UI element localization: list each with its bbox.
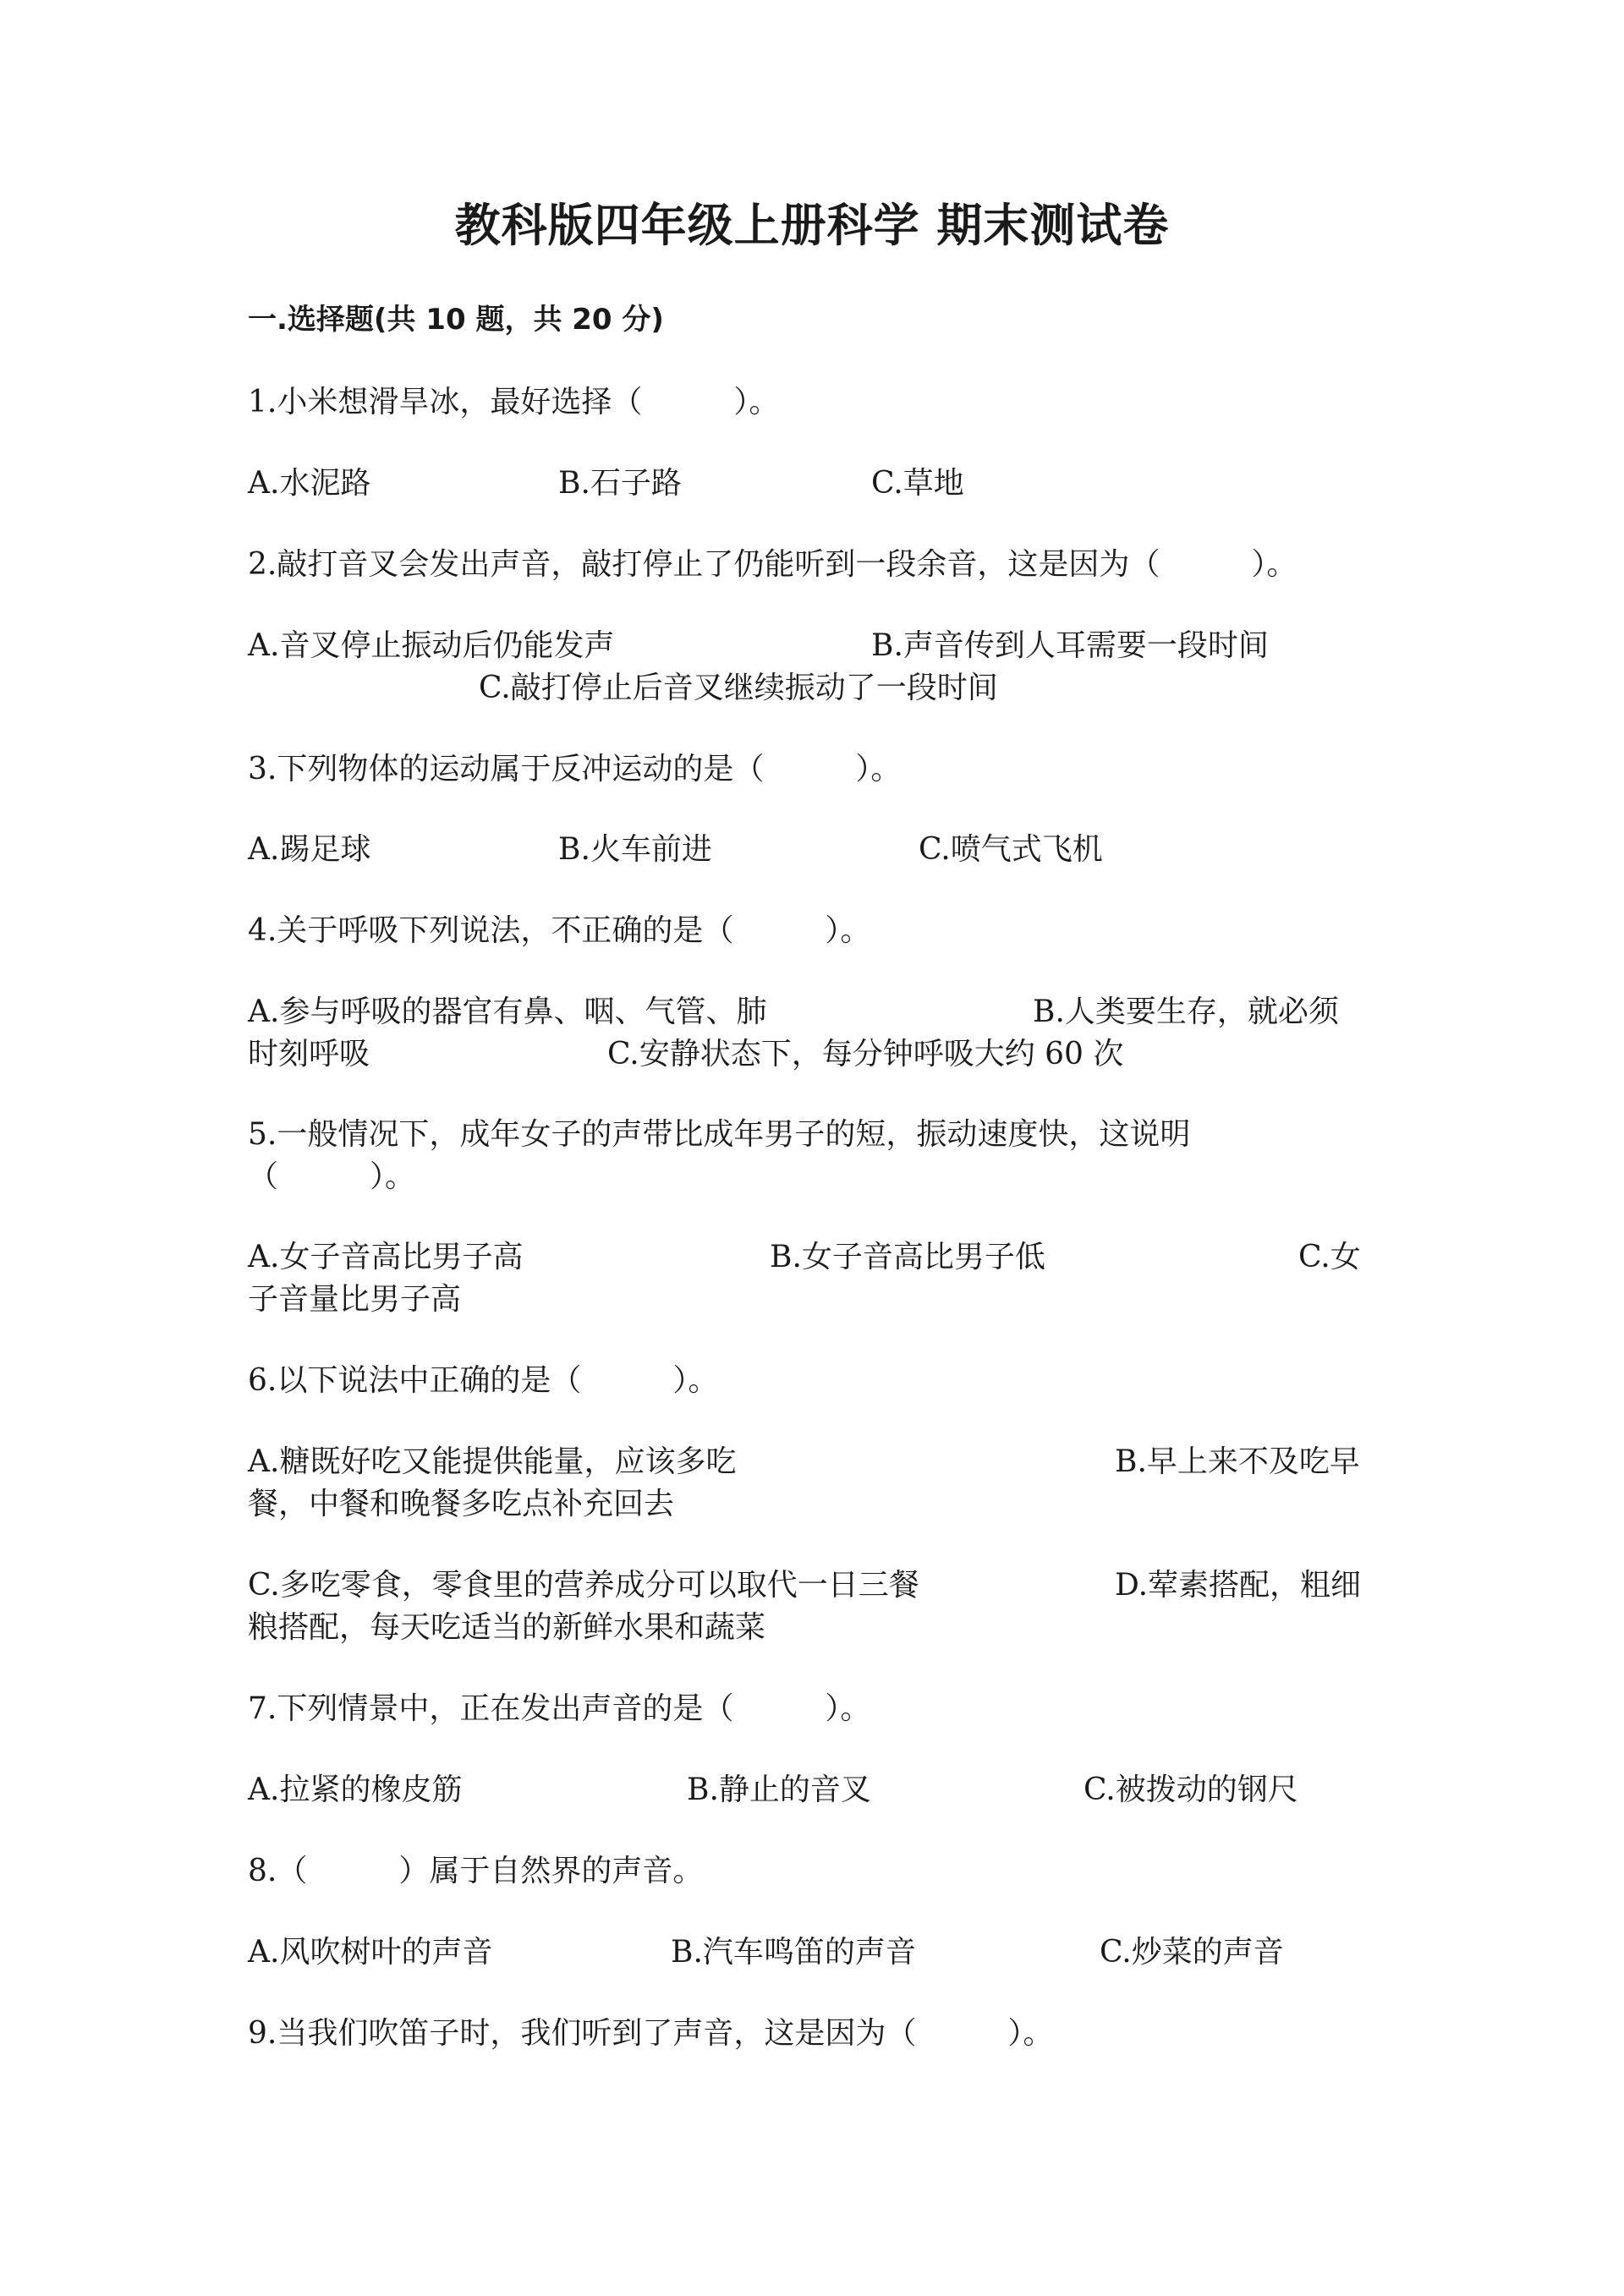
question-8-option-b: B.汽车鸣笛的声音 bbox=[671, 1935, 916, 1970]
question-1-option-a: A.水泥路 bbox=[248, 466, 371, 501]
question-1-stem: 1.小米想滑旱冰，最好选择（ ）。 bbox=[248, 385, 780, 419]
question-8-stem: 8.（ ）属于自然界的声音。 bbox=[248, 1854, 704, 1888]
question-4-option-b-cont: 时刻呼吸 bbox=[248, 1037, 370, 1071]
question-3-option-a: A.踢足球 bbox=[248, 832, 371, 867]
question-5-stem: 5.一般情况下，成年女子的声带比成年男子的短，振动速度快，这说明 bbox=[248, 1117, 1191, 1152]
question-4-option-a: A.参与呼吸的器官有鼻、咽、气管、肺 bbox=[248, 995, 767, 1029]
question-3-option-b: B.火车前进 bbox=[558, 832, 712, 867]
question-1-option-b: B.石子路 bbox=[558, 466, 682, 501]
question-2-option-c: C.敲打停止后音叉继续振动了一段时间 bbox=[479, 671, 998, 705]
section-heading: 一.选择题(共 10 题，共 20 分) bbox=[248, 303, 664, 337]
question-6-option-d: D.荤素搭配，粗细 bbox=[1115, 1568, 1362, 1603]
question-7-option-b: B.静止的音叉 bbox=[687, 1773, 871, 1807]
question-2-stem: 2.敲打音叉会发出声音，敲打停止了仍能听到一段余音，这是因为（ ）。 bbox=[248, 547, 1298, 582]
question-3-stem: 3.下列物体的运动属于反冲运动的是（ ）。 bbox=[248, 752, 902, 786]
question-8-option-c: C.炒菜的声音 bbox=[1100, 1935, 1284, 1970]
question-6-option-a: A.糖既好吃又能提供能量，应该多吃 bbox=[248, 1444, 737, 1479]
question-7-stem: 7.下列情景中，正在发出声音的是（ ）。 bbox=[248, 1691, 871, 1726]
question-1-option-c: C.草地 bbox=[871, 466, 964, 501]
question-6-option-c: C.多吃零食，零食里的营养成分可以取代一日三餐 bbox=[248, 1568, 919, 1603]
question-6-option-b-cont: 餐，中餐和晚餐多吃点补充回去 bbox=[248, 1487, 675, 1521]
question-5-option-c-cont: 子音量比男子高 bbox=[248, 1282, 462, 1317]
question-4-option-b: B.人类要生存，就必须 bbox=[1033, 995, 1339, 1029]
question-6-option-d-cont: 粮搭配，每天吃适当的新鲜水果和蔬菜 bbox=[248, 1610, 766, 1645]
question-6-stem: 6.以下说法中正确的是（ ）。 bbox=[248, 1363, 719, 1398]
question-5-option-c: C.女 bbox=[1298, 1240, 1361, 1274]
question-2-option-b: B.声音传到人耳需要一段时间 bbox=[871, 628, 1269, 663]
question-7-option-a: A.拉紧的橡皮筋 bbox=[248, 1773, 463, 1807]
question-9-stem: 9.当我们吹笛子时，我们听到了声音，这是因为（ ）。 bbox=[248, 2016, 1054, 2051]
question-3-option-c: C.喷气式飞机 bbox=[919, 832, 1103, 867]
question-8-option-a: A.风吹树叶的声音 bbox=[248, 1935, 493, 1970]
question-5-option-b: B.女子音高比男子低 bbox=[770, 1240, 1045, 1274]
question-7-option-c: C.被拨动的钢尺 bbox=[1084, 1773, 1298, 1807]
page-title: 教科版四年级上册科学 期末测试卷 bbox=[454, 199, 1170, 252]
question-4-option-c: C.安静状态下，每分钟呼吸大约 60 次 bbox=[607, 1037, 1124, 1071]
question-6-option-b: B.早上来不及吃早 bbox=[1115, 1444, 1360, 1479]
question-2-option-a: A.音叉停止振动后仍能发声 bbox=[248, 628, 615, 663]
question-5-option-a: A.女子音高比男子高 bbox=[248, 1240, 524, 1274]
question-5-stem-cont: （ ）。 bbox=[248, 1159, 416, 1194]
question-4-stem: 4.关于呼吸下列说法，不正确的是（ ）。 bbox=[248, 913, 871, 948]
